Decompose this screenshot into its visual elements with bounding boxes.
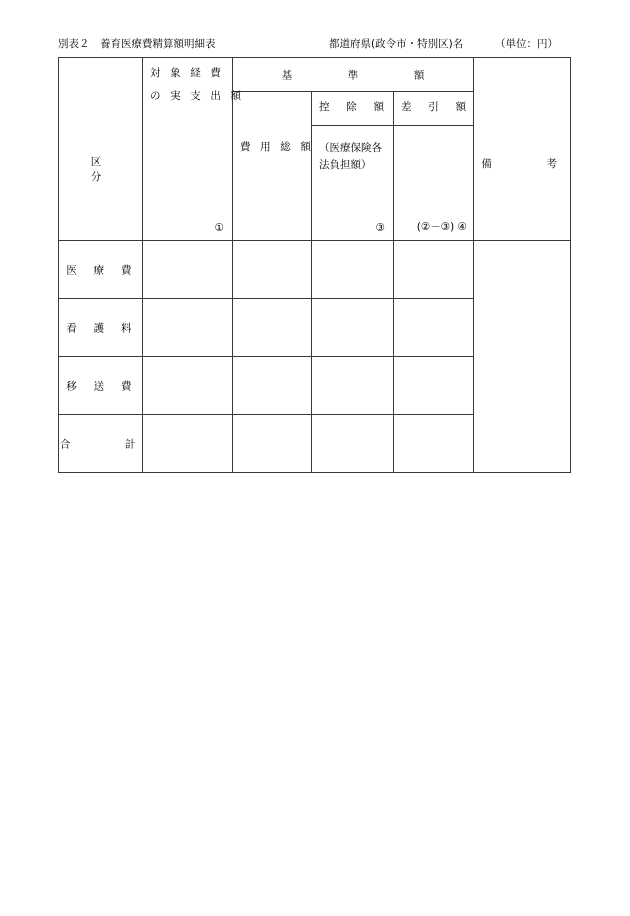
header-cell-sashihiki-gaku — [394, 92, 474, 126]
header-cell-koujo-gaku — [312, 92, 394, 126]
header-label-taisho-line1: 対 象 経 費 — [150, 67, 225, 79]
row-label: 看 護 料 — [66, 322, 135, 334]
header-cell-hiyou-sougaku — [233, 92, 315, 241]
header-label-koujo-note-line2: 法負担額） — [319, 159, 372, 171]
header-cell-biko — [474, 58, 571, 241]
header-label-kubun: 区 分 — [90, 156, 188, 183]
row-label-cell — [59, 415, 143, 473]
header-cell-kijun-gaku — [233, 58, 474, 92]
row-label: 合 計 — [59, 438, 142, 450]
cell-koujo[interactable] — [312, 299, 394, 357]
document-title: 別表２ 養育医療費精算額明細表 — [58, 38, 216, 50]
prefecture-label: 都道府県(政令市・特別区)名 — [329, 38, 464, 50]
cell-taisho[interactable] — [143, 415, 233, 473]
cell-taisho[interactable] — [143, 299, 233, 357]
header-marker-koujo: ③ — [375, 222, 385, 234]
row-label: 医 療 費 — [66, 264, 135, 276]
row-label-cell — [59, 241, 143, 299]
settlement-detail-table — [58, 57, 571, 473]
header-label-taisho-line2: の 実 支 出 額 — [150, 90, 245, 102]
header-cell-koujo-note — [312, 126, 394, 241]
cell-taisho[interactable] — [143, 357, 233, 415]
cell-sashihiki[interactable] — [394, 241, 474, 299]
cell-sashihiki[interactable] — [394, 415, 474, 473]
document-title-row — [58, 36, 570, 52]
cell-hiyou[interactable] — [233, 241, 312, 299]
cell-biko[interactable] — [474, 241, 571, 473]
cell-hiyou[interactable] — [233, 357, 312, 415]
unit-label: （単位：円） — [495, 38, 558, 50]
cell-koujo[interactable] — [312, 357, 394, 415]
header-label-kijun-gaku: 基 準 額 — [281, 69, 436, 81]
cell-koujo[interactable] — [312, 415, 394, 473]
cell-sashihiki[interactable] — [394, 357, 474, 415]
cell-taisho[interactable] — [143, 241, 233, 299]
cell-koujo[interactable] — [312, 241, 394, 299]
header-label-koujo-note-line1: （医療保険各 — [319, 142, 382, 154]
header-label-sashihiki-gaku: 差 引 額 — [401, 101, 470, 113]
header-label-hiyou-sougaku: 費 用 総 額 — [240, 141, 315, 153]
row-label-cell — [59, 357, 143, 415]
row-label-cell — [59, 299, 143, 357]
header-cell-taisho-keihi — [143, 58, 245, 241]
row-label: 移 送 費 — [66, 380, 135, 392]
header-marker-taisho: ① — [214, 222, 224, 234]
header-label-biko: 備 考 — [481, 158, 563, 170]
table-row — [59, 241, 571, 299]
cell-sashihiki[interactable] — [394, 299, 474, 357]
cell-hiyou[interactable] — [233, 415, 312, 473]
header-label-koujo-gaku: 控 除 額 — [319, 101, 388, 113]
cell-hiyou[interactable] — [233, 299, 312, 357]
header-marker-sashihiki: (②－③) ④ — [416, 221, 468, 233]
header-cell-sashihiki-note — [394, 126, 474, 241]
